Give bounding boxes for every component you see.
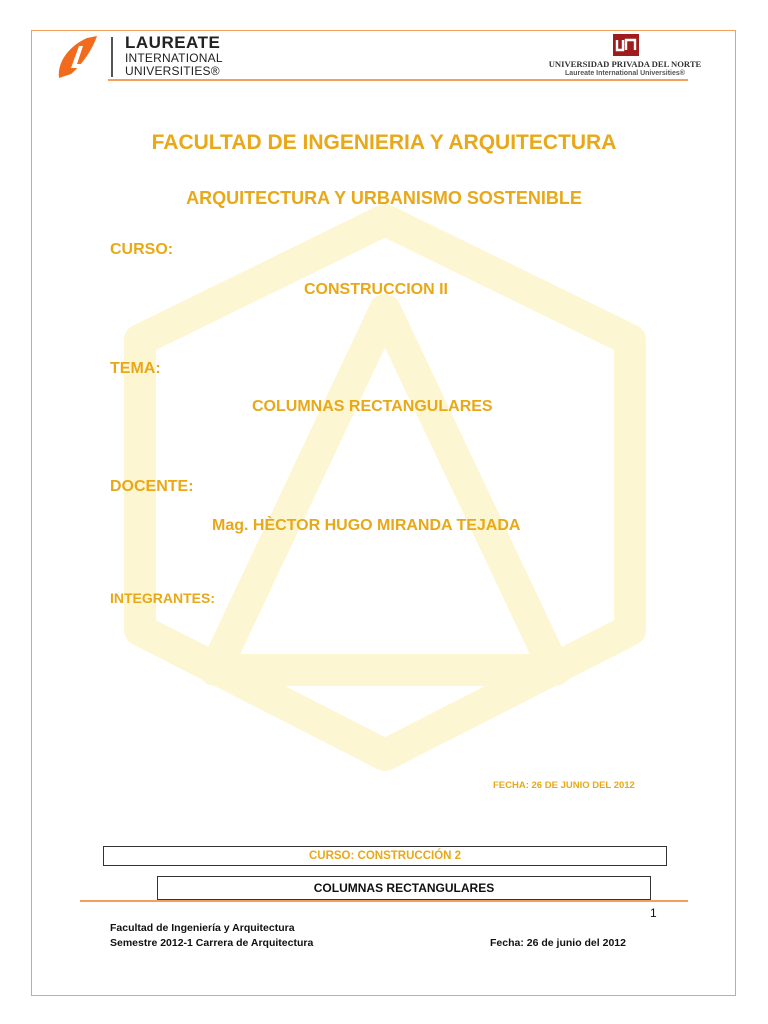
header-divider (108, 79, 688, 81)
laureate-international: INTERNATIONAL (125, 51, 223, 65)
course-label: CURSO: (110, 241, 174, 258)
laureate-universities: UNIVERSITIES® (125, 64, 220, 78)
topic-label: TEMA: (110, 360, 161, 377)
course-value: CONSTRUCCION II (304, 281, 448, 298)
course-box: CURSO: CONSTRUCCIÓN 2 (103, 846, 667, 866)
page-number: 1 (650, 906, 657, 920)
upn-emblem-icon (613, 34, 639, 56)
laureate-wordmark (125, 34, 223, 77)
laureate-name: LAUREATE (125, 33, 221, 52)
upn-name: UNIVERSIDAD PRIVADA DEL NORTE (548, 59, 702, 69)
footer-faculty: Facultad de Ingeniería y Arquitectura (110, 922, 295, 934)
logo-divider (111, 37, 113, 77)
upn-logo (540, 34, 710, 80)
teacher-value: Mag. HÈCTOR HUGO MIRANDA TEJADA (212, 517, 521, 534)
topic-box: COLUMNAS RECTANGULARES (157, 876, 651, 900)
laureate-leaf-icon (53, 34, 101, 80)
topic-value: COLUMNAS RECTANGULARES (252, 398, 493, 415)
footer-divider (80, 900, 688, 902)
members-label: INTEGRANTES: (110, 590, 215, 606)
cover-date: FECHA: 26 DE JUNIO DEL 2012 (493, 780, 635, 791)
faculty-title: FACULTAD DE INGENIERIA Y ARQUITECTURA (151, 131, 617, 154)
laureate-logo (53, 34, 253, 80)
teacher-label: DOCENTE: (110, 478, 194, 495)
footer-semester: Semestre 2012-1 Carrera de Arquitectura (110, 937, 314, 949)
footer-date: Fecha: 26 de junio del 2012 (490, 937, 626, 949)
career-title: ARQUITECTURA Y URBANISMO SOSTENIBLE (186, 188, 582, 208)
upn-subtitle: Laureate International Universities® (565, 70, 685, 77)
